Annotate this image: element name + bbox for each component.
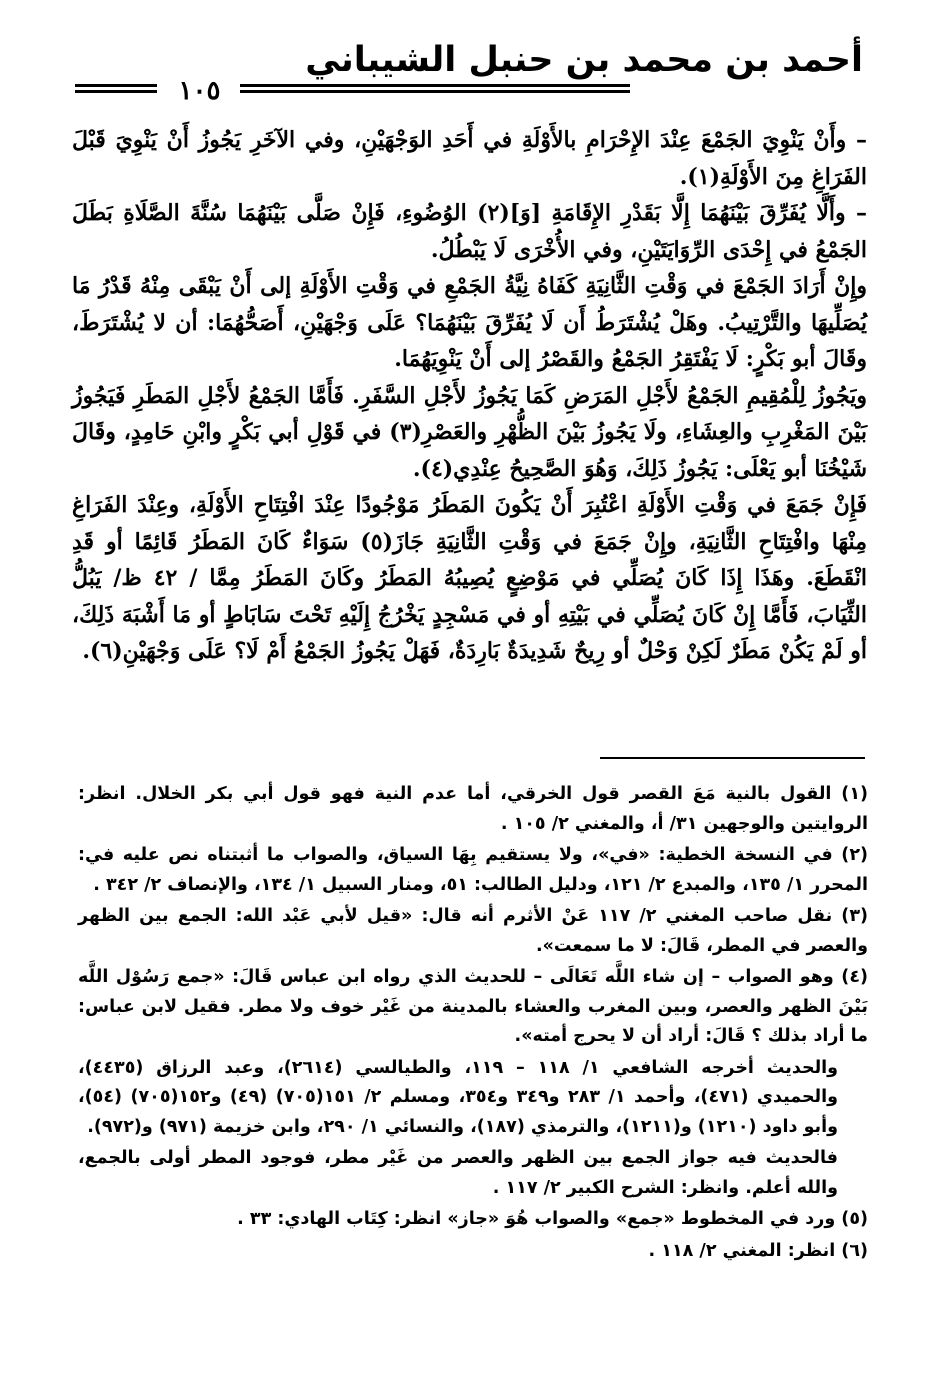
body-paragraph: ويَجُوزُ لِلْمُقِيمِ الجَمْعُ لأَجْلِ المَرَضِ كَمَا يَجُوزُ لأَجْلِ السَّفَرِ. فَأَمَّا الجَمْعُ لأَجْلِ المَطَرِ فَيَجُوزُ بَيْنَ المَغْرِبِ والعِشَاءِ، ولَا يَجُوزُ بَيْنَ الظُّهْرِ والعَصْرِ(٣) في قَوْلِ أبي بَكْرٍ وابْنِ حَامِدٍ، وقَالَ شَيْخُنَا أبو يَعْلَى: يَجُوزُ ذَلِكَ، وَهُوَ الصَّحِيحُ عِنْدِي(٤). — [72, 382, 867, 482]
page-header — [75, 40, 863, 110]
footnote: (٢) في النسخة الخطية: «في»، ولا يستقيم بِهَا السياق، والصواب ما أثبتناه نص عليه في: المحرر ١/ ١٣٥، والمبدع ٢/ ١٢١، ودليل الطالب: ٥١، ومنار السبيل ١/ ١٣٤، والإنصاف ٢/ ٣٤٢ . — [78, 845, 868, 895]
footnote: (٣) نقل صاحب المغني ٢/ ١١٧ عَنْ الأثرم أنه قال: «قيل لأبي عَبْد الله: الجمع بين الظهر والعصر في المطر، قَالَ: لا ما سمعت». — [78, 906, 868, 956]
running-title: أحمد بن محمد بن حنبل الشيباني — [305, 40, 863, 80]
body-paragraph: – وأَلَّا يُفَرِّقَ بَيْنَهُمَا إِلَّا بَقَدْرِ الإِقَامَةِ [وَ](٢) الوُضُوءِ، فَإِنْ صَلَّى بَيْنَهُمَا سُنَّةَ الصَّلَاةِ بَطَلَ الجَمْعُ في إِحْدَى الرِّوَايَتَيْنِ، وفي الأُخْرَى لَا يَبْطُلُ. — [72, 200, 867, 263]
footnote-continuation: والحديث أخرجه الشافعي ١/ ١١٨ – ١١٩، والطيالسي (٢٦١٤)، وعبد الرزاق (٤٤٣٥)، والحميدي (٤٧١)، وأحمد ١/ ٢٨٣ و٣٤٩ و٣٥٤، ومسلم ٢/ ١٥١(٧٠٥) (٤٩) و١٥٢(٧٠٥) (٥٤)، وأبو داود (١٢١٠) و(١٢١١)، والترمذي (١٨٧)، والنسائي ١/ ٢٩٠، وابن خزيمة (٩٧١) و(٩٧٢). — [78, 1057, 839, 1137]
body-paragraph: فَإِنْ جَمَعَ في وَقْتِ الأَوْلَةِ اعْتُبِرَ أَنْ يَكُونَ المَطَرُ مَوْجُودًا عِنْدَ افْتِتَاحِ الأَوْلَةِ، وعِنْدَ الفَرَاغِ مِنْهَا وافْتِتَاحِ الثَّانِيَةِ، وإِنْ جَمَعَ في وَقْتِ الثَّانِيَةِ جَازَ(٥) سَوَاءٌ كَانَ المَطَرُ قَائِمًا أو قَدِ انْقَطَعَ. وهَذَا إِذَا كَانَ يُصَلِّي في مَوْضِعٍ يُصِيبُهُ المَطَرُ وكَانَ المَطَرُ مِمَّا / ٤٢ ظ/ يَبُلُّ الثِّيَابَ، فَأَمَّا إِنْ كَانَ يُصَلِّي في بَيْتِهِ أو في مَسْجِدٍ يَخْرُجُ إِلَيْهِ تَحْتَ سَابَاطٍ أو مَا أَشْبَهَ ذَلِكَ، أو لَمْ يَكُنْ مَطَرٌ لَكِنْ وَحْلٌ أو رِيحٌ شَدِيدَةٌ بَارِدَةٌ، فَهَلْ يَجُوزُ الجَمْعُ أَمْ لَا؟ عَلَى وَجْهَيْنِ(٦). — [72, 492, 868, 664]
footnote: (١) القول بالنية مَعَ القصر قول الخرقي، أما عدم النية فهو قول أبي بكر الخلال. انظر: الروايتين والوجهين ٣١/ أ، والمغني ٢/ ١٠٥ . — [78, 784, 868, 834]
footnote: (٥) ورد في المخطوط «جمع» والصواب هُوَ «جاز» انظر: كِتَاب الهادي: ٣٣ . — [237, 1209, 868, 1229]
body-paragraph: وإِنْ أَرَادَ الجَمْعَ في وَقْتِ الثَّانِيَةِ كَفَاهُ نِيَّةُ الجَمْعِ في وَقْتِ الأَوْلَةِ إلى أَنْ يَبْقَى مِنْهُ قَدْرُ مَا يُصَلِّيهَا والتَّرْتِيبُ. وهَلْ يُشْتَرَطُ أَن لَا يُفَرِّقَ بَيْنَهُمَا؟ عَلَى وَجْهَيْنِ، أَصَحُّهُمَا: أن لا يُشْتَرَطَ، وقَالَ أبو بَكْرٍ: لَا يَفْتَقِرُ الجَمْعُ والقَصْرُ إلى أَنْ يَنْوِيَهُمَا. — [72, 273, 867, 372]
footnote: (٤) وهو الصواب – إن شاء اللَّه تَعَالَى – للحديث الذي رواه ابن عباس قَالَ: «جمع رَسُوْل اللَّه بَيْنَ الظهر والعصر، وبين المغرب والعشاء بالمدينة من غَيْر خوف ولا مطر. فقيل لابن عباس: ما أراد بذلك ؟ قَالَ: أراد أن لا يحرج أمته». — [78, 967, 868, 1046]
body-paragraph: – وأَنْ يَنْوِيَ الجَمْعَ عِنْدَ الإِحْرَامِ بالأَوْلَةِ في أَحَدِ الوَجْهَيْنِ، وفي الآخَرِ يَجُوزُ أَنْ يَنْوِيَ قَبْلَ الفَرَاغِ مِنَ الأَوْلَةِ(١). — [72, 127, 867, 190]
footnote-divider — [600, 757, 865, 759]
page-number: ١٠٥ — [178, 76, 221, 106]
main-text — [72, 122, 867, 670]
header-rule-left — [75, 84, 157, 93]
footnote: (٦) انظر: المغني ٢/ ١١٨ . — [648, 1240, 868, 1261]
footnotes — [78, 780, 868, 1268]
header-rule-right — [240, 84, 630, 93]
footnote-continuation: فالحديث فيه جواز الجمع بين الظهر والعصر من غَيْر مطر، فوجود المطر أولى بالجمع، والله أعلم. وانظر: الشرح الكبير ٢/ ١١٧ . — [78, 1148, 838, 1198]
